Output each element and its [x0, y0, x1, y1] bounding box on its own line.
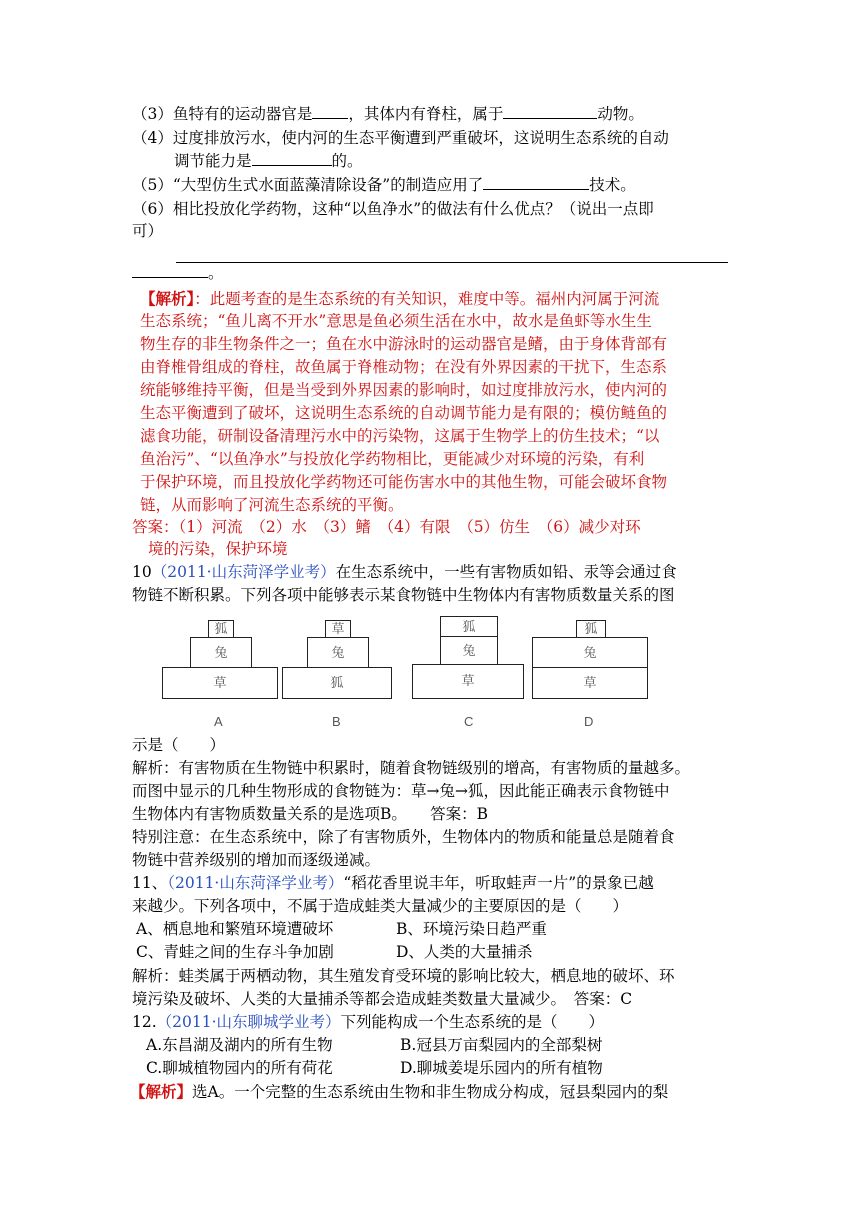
analysis-line-4: 由脊椎骨组成的脊柱，故鱼属于脊椎动物；在没有外界因素的干扰下，生态系: [140, 358, 668, 376]
figure-c-mid: 兔: [440, 636, 498, 666]
analysis-line-10: 链，从而影响了河流生态系统的平衡。: [140, 496, 404, 514]
question-11-line1: [132, 873, 654, 894]
q5-text-b: 技术。: [589, 176, 636, 194]
question-6-end: [132, 263, 224, 284]
question-6-line2: 可）: [132, 222, 164, 240]
option-c: C、青蛙之间的生存斗争加剧: [136, 943, 334, 961]
question-5: [132, 175, 636, 196]
analysis-line-6: 生态平衡遭到了破坏，这说明生态系统的自动调节能力是有限的；模仿鲢鱼的: [140, 404, 668, 422]
option-d: D.聊城姜堤乐园内的所有植物: [400, 1059, 603, 1077]
question-number: 10: [132, 563, 152, 581]
question-source: （2011·山东聊城学业考）: [156, 1013, 341, 1031]
q11-analysis-2: 境污染及破坏、人类的大量捕杀等都会造成蛙类数量大量减少。 答案：C: [132, 990, 633, 1008]
q10-analysis-2: 而图中显示的几种生物形成的食物链为：草→兔→狐，因此能正确表示食物链中: [132, 782, 670, 800]
figure-a-top: 狐: [208, 620, 234, 639]
blank: [483, 175, 589, 190]
question-text: “稻花香里说丰年，听取蛙声一片”的景象已越: [343, 874, 654, 892]
answer-line-2: 境的污染，保护环境: [148, 540, 288, 558]
question-12-line1: [132, 1012, 604, 1033]
question-text: 下列能构成一个生态系统的是（ ）: [340, 1013, 605, 1031]
blank: [503, 104, 597, 119]
question-6-line1: （6）相比投放化学药物，这种“以鱼净水”的做法有什么优点？（说出一点即: [132, 200, 654, 218]
analysis-tag: 【解析】: [140, 289, 195, 308]
figure-d-bot: 草: [532, 667, 648, 699]
answer-line-1: 答案：（1）河流 （2）水 （3）鳍 （4）有限 （5）仿生 （6）减少对环: [132, 518, 641, 536]
q10-note-2: 物链中营养级别的增加而逐级递减。: [132, 851, 381, 869]
analysis-line-7: 滤食功能，研制设备清理污水中的污染物，这属于生物学上的仿生技术；“以: [140, 427, 660, 445]
question-3: [132, 104, 644, 125]
blank: [312, 104, 348, 119]
q5-text-a: （5）“大型仿生式水面蓝藻清除设备”的制造应用了: [132, 176, 484, 194]
analysis-line-2: 生态系统；“鱼儿离不开水”意思是鱼必须生活在水中，故水是鱼虾等水生生: [140, 312, 652, 330]
analysis-line-1: [140, 288, 659, 310]
analysis-text: ：此题考查的是生态系统的有关知识，难度中等。福州内河属于河流: [194, 290, 660, 308]
figure-c-label: C: [464, 714, 474, 729]
option-b: B.冠县万亩梨园内的全部梨树: [400, 1036, 603, 1054]
figure-a-bot: 草: [162, 667, 278, 699]
option-c: C.聊城植物园内的所有荷花: [146, 1059, 333, 1077]
question-4-line2: [174, 151, 363, 172]
answer-line: [176, 262, 728, 263]
question-10-line1: [132, 562, 677, 583]
figure-d-label: D: [584, 714, 594, 729]
analysis-line-3: 物生存的非生物条件之一；鱼在水中游泳时的运动器官是鳍，由于身体背部有: [140, 335, 668, 353]
analysis-line-8: 鱼治污”、“以鱼净水”与投放化学药物相比，更能减少对环境的污染，有利: [140, 450, 645, 468]
question-text: 在生态系统中，一些有害物质如铅、汞等会通过食: [335, 563, 677, 581]
figure-b-top: 草: [325, 620, 351, 639]
figure-b-bot: 狐: [282, 667, 392, 699]
q4-text-a: 调节能力是: [174, 152, 252, 170]
question-source: （2011·山东菏泽学业考）: [167, 874, 344, 892]
figure-d-top: 狐: [576, 620, 606, 639]
period: 。: [208, 264, 224, 282]
q10-note-1: 特别注意：在生态系统中，除了有害物质外，生物体内的物质和能量总是随着食: [132, 828, 675, 846]
q10-analysis-3: 生物体内有害物质数量关系的是选项B。 答案：B: [132, 805, 489, 823]
q10-analysis-1: 解析：有害物质在生物链中积累时，随着食物链级别的增高，有害物质的量越多。: [132, 759, 691, 777]
q4-text-b: 的。: [331, 152, 363, 170]
question-number: 11、: [132, 874, 168, 892]
analysis-line-5: 统能够维持平衡，但是当受到外界因素的影响时，如过度排放污水，使内河的: [140, 381, 668, 399]
q3-text-b: ，其体内有脊柱，属于: [348, 105, 504, 123]
question-4-line1: （4）过度排放污水，使内河的生态平衡遭到严重破坏，这说明生态系统的自动: [132, 129, 669, 147]
figure-b-mid: 兔: [307, 637, 369, 669]
analysis-text: 选A。一个完整的生态系统由生物和非生物成分构成，冠县梨园内的梨: [192, 1083, 669, 1101]
q11-analysis-1: 解析：蛙类属于两栖动物，其生殖发育受环境的影响比较大，栖息地的破坏、环: [132, 967, 675, 985]
analysis-tag: 【解析】: [130, 1082, 193, 1101]
q3-text-c: 动物。: [597, 105, 644, 123]
question-10-line2: 物链不断积累。下列各项中能够表示某食物链中生物体内有害物质数量关系的图: [132, 586, 675, 604]
food-chain-figure: [160, 612, 530, 732]
question-number: 12.: [132, 1013, 157, 1031]
option-a: A.东昌湖及湖内的所有生物: [146, 1036, 333, 1054]
option-d: D、人类的大量捕杀: [396, 943, 533, 961]
q3-text-a: （3）鱼特有的运动器官是: [132, 105, 313, 123]
blank: [132, 263, 208, 278]
blank: [252, 151, 332, 166]
option-a: A、栖息地和繁殖环境遭破坏: [136, 920, 334, 938]
question-10-line3: 示是（ ）: [132, 736, 226, 754]
figure-d-mid: 兔: [532, 637, 648, 669]
question-source: （2011·山东菏泽学业考）: [151, 563, 336, 581]
figure-c-bot: 草: [412, 664, 524, 699]
figure-a-mid: 兔: [190, 637, 252, 669]
option-b: B、环境污染日趋严重: [396, 920, 547, 938]
q12-analysis-1: [130, 1081, 668, 1103]
figure-a-label: A: [214, 714, 223, 729]
figure-c-top: 狐: [440, 616, 498, 638]
figure-b-label: B: [332, 714, 341, 729]
analysis-line-9: 于保护环境，而且投放化学药物还可能伤害水中的其他生物，可能会破坏食物: [140, 473, 668, 491]
question-11-line2: 来越少。下列各项中，不属于造成蛙类大量减少的主要原因的是（ ）: [132, 897, 629, 915]
